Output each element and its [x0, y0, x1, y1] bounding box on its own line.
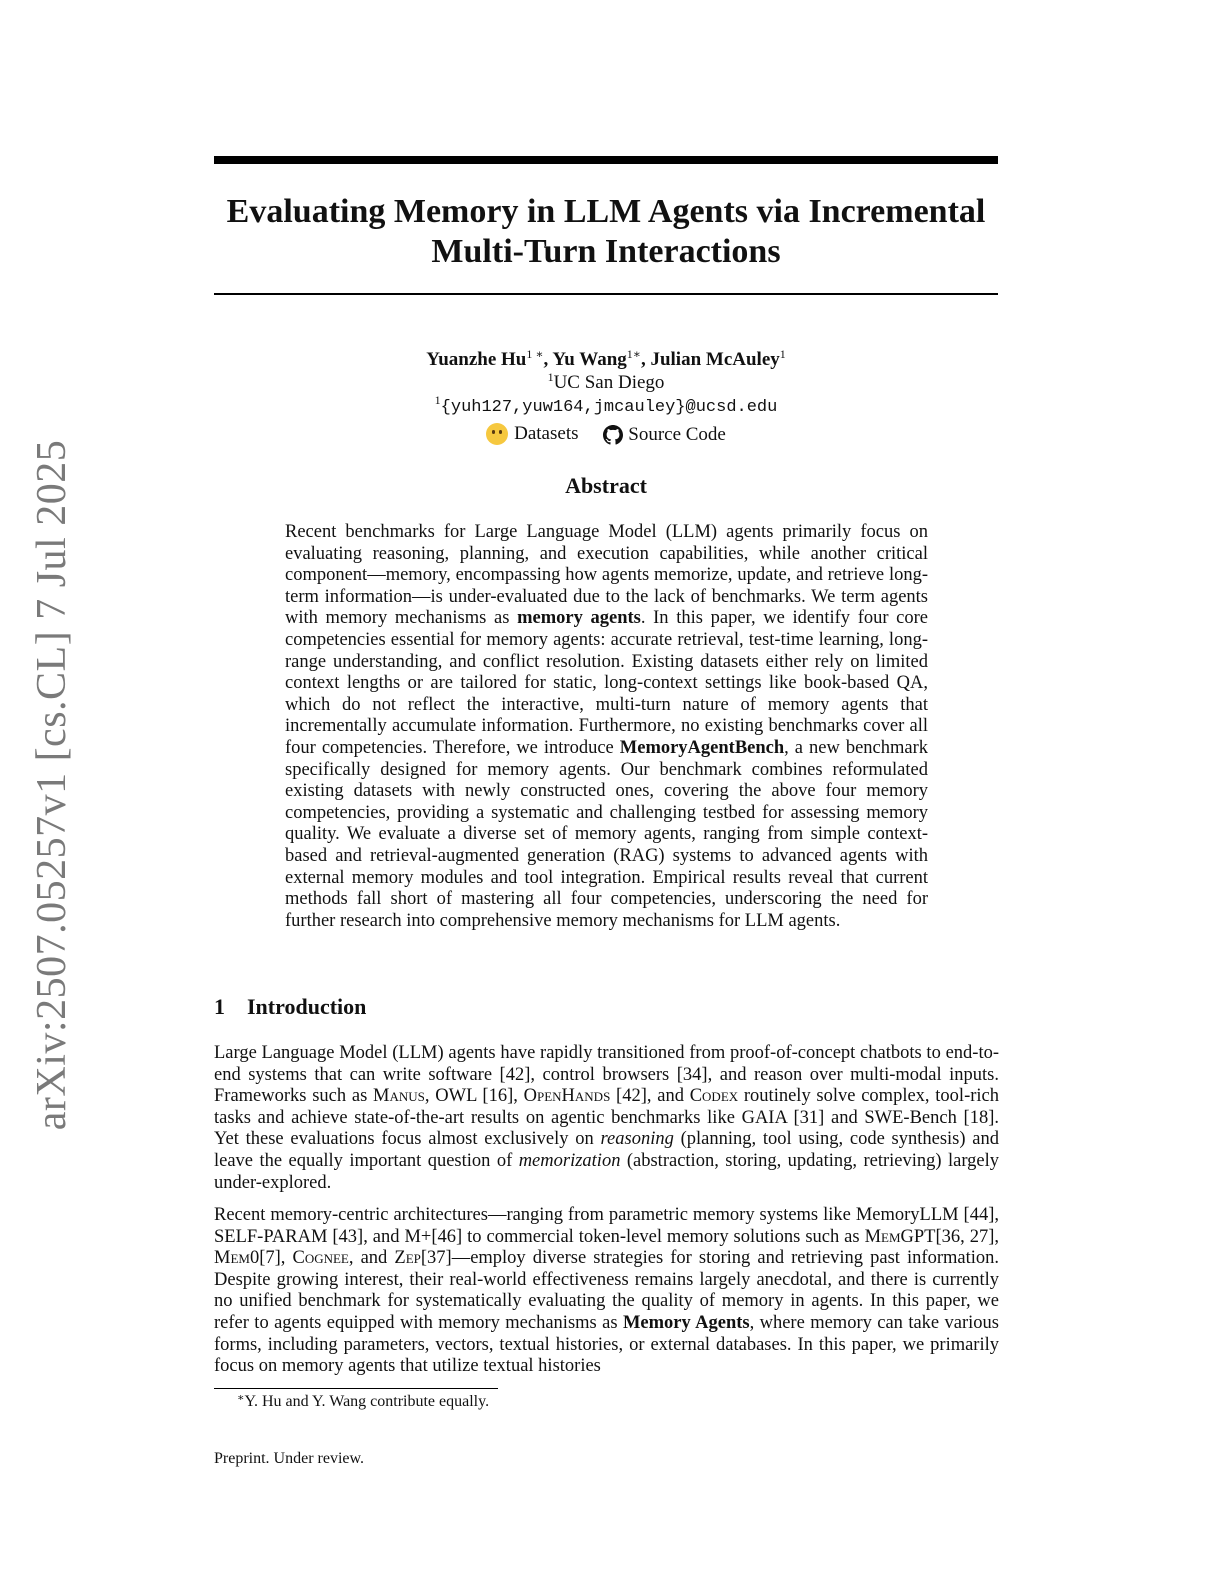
title-line-1: Evaluating Memory in LLM Agents via Incremental: [226, 193, 986, 230]
author-name: Yuanzhe Hu: [426, 349, 527, 370]
author-mark: 1: [779, 347, 786, 361]
abstract-heading: Abstract: [565, 473, 647, 498]
memory-agents-term: memory agents: [517, 608, 641, 629]
intro-paragraph-2: Recent memory-centric architectures—ranging from parametric memory systems like MemoryLLM [44], SELF-PARAM [43], and M+[46] to commercial token-level memory solutions such as MemGPT[36, 27], Mem0[7], Cognee, and Zep[37]—employ diverse strategies for storing and retrieving past information. Despite growing interest, their real-world effectiveness remains largely anecdotal, and there is currently no unified benchmark for systematically evaluating the quality of memory in agents. In this paper, we refer to agents equipped with memory mechanisms as Memory Agents, where memory can take various forms, including parameters, vectors, textual histories, or external databases. In this paper, we primarily focus on memory agents that utilize textual histories: [214, 1205, 999, 1377]
resource-links: [214, 422, 998, 452]
author-name: Julian McAuley: [650, 349, 780, 370]
author-mark: 1 ∗: [526, 347, 544, 361]
section-title: Introduction: [247, 994, 367, 1019]
affiliation-mark: 1: [547, 370, 554, 384]
section-number: 1: [214, 994, 225, 1019]
intro-paragraph-1: Large Language Model (LLM) agents have rapidly transitioned from proof-of-concept chatbots to end-to-end systems that can write software [42], control browsers [34], and reason over multi-modal inputs. Frameworks such as Manus, OWL [16], OpenHands [42], and Codex routinely solve complex, tool-rich tasks and achieve state-of-the-art results on agentic benchmarks like GAIA [31] and SWE-Bench [18]. Yet these evaluations focus almost exclusively on reasoning (planning, tool using, code synthesis) and leave the equally important question of memorization (abstraction, storing, updating, retrieving) largely under-explored.: [214, 1043, 1000, 1193]
datasets-link-label: Datasets: [514, 423, 579, 444]
footnote-text: Y. Hu and Y. Wang contribute equally.: [244, 1393, 490, 1410]
source-code-link-label: Source Code: [628, 424, 726, 445]
title-bottom-rule: [214, 293, 998, 295]
footnote-mark: ∗: [237, 1392, 245, 1404]
paper-title: [214, 192, 998, 272]
abstract-body: Recent benchmarks for Large Language Model (LLM) agents primarily focus on evaluating reasoning, planning, and execution capabilities, while another critical component—memory, encompassing how agents memorize, update, and retrieve long-term information—is under-evaluated due to the lack of benchmarks. We term agents with memory mechanisms as memory agents. In this paper, we identify four core competencies essential for memory agents: accurate retrieval, test-time learning, long-range understanding, and conflict resolution. Existing datasets either rely on limited context lengths or are tailored for static, long-context settings like book-based QA, which do not reflect the interactive, multi-turn nature of memory agents that incrementally accumulate information. Furthermore, no existing benchmarks cover all four competencies. Therefore, we introduce MemoryAgentBench, a new benchmark specifically designed for memory agents. Our benchmark combines reformulated existing datasets with newly constructed ones, covering the above four memory competencies, providing a systematic and challenging testbed for assessing memory quality. We evaluate a diverse set of memory agents, ranging from simple context-based and retrieval-augmented generation (RAG) systems to advanced agents with external memory modules and tool integration. Empirical results reveal that current methods fall short of mastering all four competencies, underscoring the need for further research into comprehensive memory mechanisms for LLM agents.: [285, 522, 929, 931]
datasets-link[interactable]: [486, 422, 578, 446]
author-mark: 1∗: [626, 347, 641, 361]
source-code-link[interactable]: [603, 423, 726, 447]
section-heading-introduction: [214, 993, 366, 1021]
benchmark-name: MemoryAgentBench: [619, 737, 785, 758]
affiliation: [214, 371, 998, 394]
author-name: Yu Wang: [552, 349, 627, 370]
footnote-rule: [214, 1388, 498, 1389]
affiliation-text: UC San Diego: [553, 372, 665, 393]
hugging-face-icon: [486, 423, 508, 445]
author-block: [214, 348, 998, 419]
author-names: Yuanzhe $Hu^{1 ∗}$, Yu Wang$^{1∗}$, Julian McAuley$^1$: [426, 347, 786, 370]
email-line: [214, 394, 998, 419]
email-mark: 1: [434, 393, 441, 407]
title-top-rule: [214, 156, 998, 164]
title-line-2: Multi-Turn Interactions: [431, 233, 781, 270]
email-address[interactable]: {yuh127,yuw164,jmcauley}@ucsd.edu: [440, 398, 778, 417]
preprint-notice: Preprint. Under review.: [214, 1450, 365, 1467]
footnote: [237, 1392, 489, 1412]
arxiv-identifier: arXiv:2507.05257v1 [cs.CL] 7 Jul 2025: [29, 439, 75, 1131]
github-icon: [603, 425, 623, 445]
